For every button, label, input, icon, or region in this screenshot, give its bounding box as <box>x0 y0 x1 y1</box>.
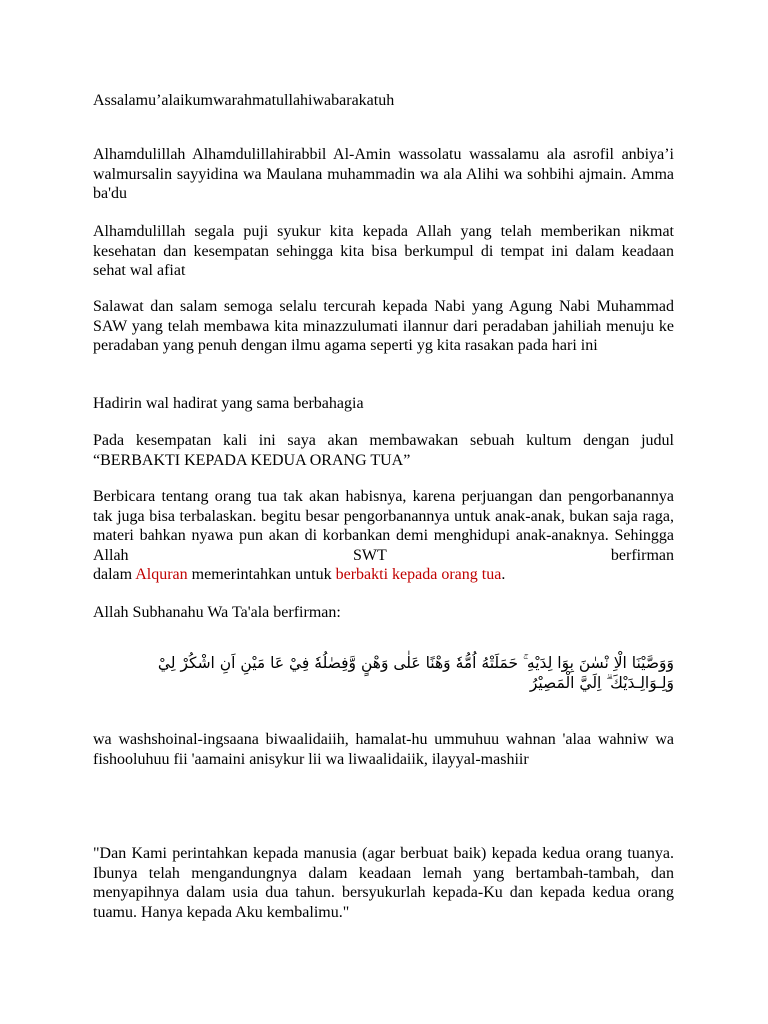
berbakti-highlight: berbakti kepada orang tua <box>335 566 502 583</box>
tail-suffix: . <box>501 566 506 583</box>
paragraph-topic: Pada kesempatan kali ini saya akan membawakan sebuah kultum dengan judul “BERBAKTI KEPADA KEDUA ORANG TUA” <box>93 432 674 469</box>
paragraph-opening: Alhamdulillah Alhamdulillahirabbil Al-Amin wassolatu wassalamu ala asrofil anbiya’i walmursalin sayyidina wa Maulana muhammadin wa ala Alihi wa sohbihi ajmain. Amma ba'du <box>93 146 674 202</box>
alquran-highlight: Alquran <box>135 566 188 583</box>
transliteration: wa washshoinal-ingsaana biwaalidaiih, hamalat-hu ummuhuu wahnan 'alaa wahniw wa fishooluhuu fii 'aamaini anisykur lii wa liwaalidaiik, ilayyal-mashiir <box>93 731 674 768</box>
paragraph-parents-tail <box>93 565 674 585</box>
tail-prefix: dalam <box>93 566 136 583</box>
tail-middle: memerintahkan untuk <box>187 566 336 583</box>
arabic-verse: وَوَصَّيْنَا الْاِ نْسٰنَ بِوَا لِدَيْهِ ۚ حَمَلَتْهُ اُمُّهٗ وَهْنًا عَلٰى وَهْنٍ وَّفِصٰلُهٗ فِيْ عَا مَيْنِ اَنِ اشْكُرْ لِيْ وَلِـوَالِـدَيْكَ ۗ اِلَيَّ الْمَصِيْرُ <box>157 654 674 692</box>
greeting: Assalamu’alaikumwarahmatullahiwabarakatuh <box>93 92 395 109</box>
translation: "Dan Kami perintahkan kepada manusia (agar berbuat baik) kepada kedua orang tuanya. Ibunya telah mengandungnya dalam keadaan lemah yang bertambah-tambah, dan menyapihnya dalam usia dua tahun. bersyukurlah kepada-Ku dan kepada kedua orang tuamu. Hanya kepada Aku kembalimu." <box>93 845 674 921</box>
paragraph-parents <box>93 487 674 585</box>
paragraph-firman: Allah Subhanahu Wa Ta'ala berfirman: <box>93 604 341 621</box>
paragraph-salawat: Salawat dan salam semoga selalu tercurah kepada Nabi yang Agung Nabi Muhammad SAW yang telah membawa kita minazzulumati ilannur dari peradaban jahiliah menuju ke peradaban yang penuh dengan ilmu agama seperti yg kita rasakan pada hari ini <box>93 298 674 354</box>
paragraph-gratitude: Alhamdulillah segala puji syukur kita kepada Allah yang telah memberikan nikmat kesehatan dan kesempatan sehingga kita bisa berkumpul di tempat ini dalam keadaan sehat wal afiat <box>93 223 674 279</box>
paragraph-parents-body: Berbicara tentang orang tua tak akan habisnya, karena perjuangan dan pengorbanannya tak juga bisa terbalaskan. begitu besar pengorbanannya untuk anak-anak, bukan saja raga, materi bahkan nyawa pun akan di korbankan demi menghidupi anak-anaknya. Sehingga Allah SWT berfirman <box>93 488 674 564</box>
paragraph-audience: Hadirin wal hadirat yang sama berbahagia <box>93 395 364 412</box>
